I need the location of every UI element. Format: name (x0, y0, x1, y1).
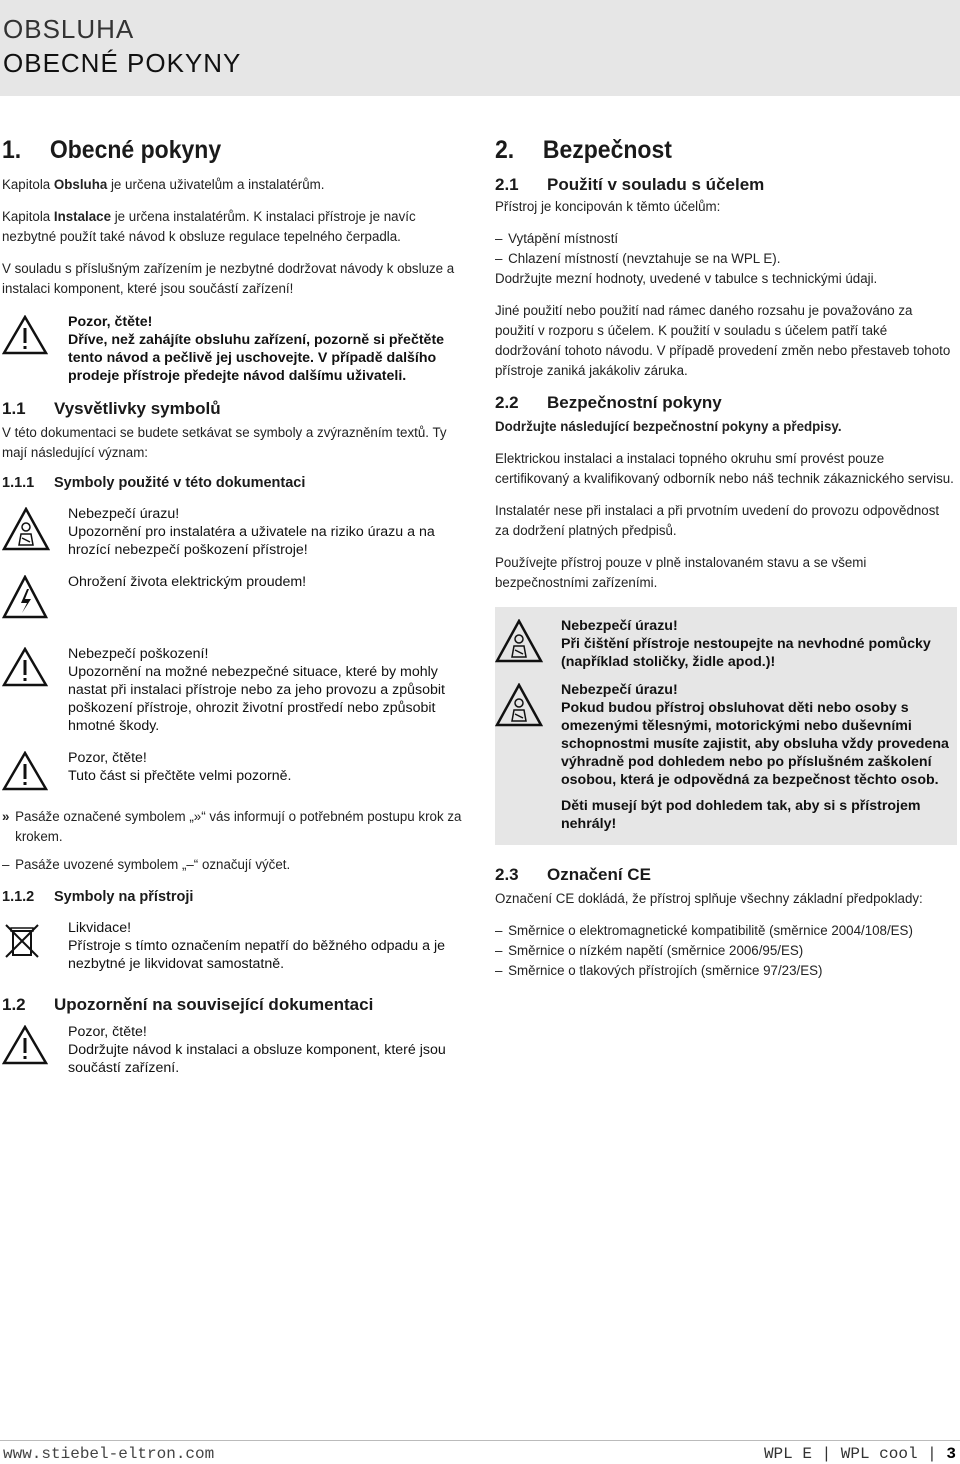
list-item: – Směrnice o nízkém napětí (směrnice 2006/95/ES) (495, 943, 804, 959)
paragraph: Označení CE dokládá, že přístroj splňuje všechny základní předpoklady: (495, 891, 923, 907)
paragraph: Kapitola Obsluha je určena uživatelům a instalatérům. (2, 177, 325, 193)
injury-hazard-icon (495, 617, 561, 671)
warning-block: Pozor, čtěte! Dříve, než zahájíte obsluhu zařízení, pozorně si přečtěte tento návod a pečlivě jej uschovejte. V případě dalšího prodeje přístroje předejte návod dalšímu uživateli. (2, 313, 464, 385)
section-1-1-2-heading: 1.1.2 Symboly na přístroji (2, 889, 194, 905)
warning-triangle-icon (2, 645, 68, 735)
list-item: » Pasáže označené symbolem „»“ vás informují o potřebném postupu krok za krokem. (2, 809, 462, 845)
injury-hazard-icon (2, 505, 68, 559)
injury-hazard-icon (495, 681, 561, 833)
crossed-bin-icon (2, 919, 68, 973)
safety-warning-box (495, 607, 957, 845)
website-link[interactable]: www.stiebel-eltron.com (3, 1445, 215, 1463)
warning-block: Pozor, čtěte! Tuto část si přečtěte velmi pozorně. (2, 749, 464, 791)
footer-product: WPL E | WPL cool | 3 (763, 1445, 956, 1463)
paragraph: Elektrickou instalaci a instalaci topného okruhu smí provést pouze certifikovaný a kvalifikovaný odborník nebo náš technik zákaznického servisu. (495, 451, 954, 487)
page-number: 3 (946, 1445, 956, 1463)
warning-triangle-icon (2, 749, 68, 791)
paragraph: Instalatér nese při instalaci a při prvotním uvedení do provozu odpovědnost za dodržení platných předpisů. (495, 503, 940, 539)
paragraph: Dodržujte mezní hodnoty, uvedené v tabulce s technickými údaji. (495, 271, 878, 287)
warning-block: Nebezpečí úrazu! Při čištění přístroje nestoupejte na nevhodné pomůcky (například stoličky, židle apod.)! (495, 617, 951, 671)
electric-shock-icon (2, 573, 68, 619)
section-1-2-heading: 1.2 Upozornění na související dokumentaci (2, 995, 374, 1014)
warning-block: Nebezpečí poškození! Upozornění na možné nebezpečné situace, které by mohly nastat při instalaci přístroje nebo za jeho provozu a způsobit poškození přístroje, ohrozit životní prostředí nebo způsobit hmotné škody. (2, 645, 464, 735)
paragraph: Dodržujte následující bezpečnostní pokyny a předpisy. (495, 419, 842, 435)
page-header (0, 0, 960, 96)
header-subsection: OBECNÉ POKYNY (3, 48, 242, 78)
warning-block: Nebezpečí úrazu! Upozornění pro instalatéra a uživatele na riziko úrazu a na hrozící nebezpečí poškození přístroje! (2, 505, 464, 559)
list-item: – Pasáže uvozené symbolem „–“ označují výčet. (2, 857, 291, 873)
page-footer (0, 1440, 960, 1464)
paragraph: Kapitola Instalace je určena instalatérům. K instalaci přístroje je navíc nezbytné použít také návod k obsluze regulace tepelného čerpadla. (2, 209, 416, 245)
section-2-3-heading: 2.3 Označení CE (495, 865, 651, 884)
paragraph: Používejte přístroj pouze v plně instalovaném stavu a se všemi bezpečnostními zařízeními. (495, 555, 867, 591)
paragraph: Přístroj je koncipován k těmto účelům: (495, 199, 721, 215)
section-2-heading: 2. Bezpečnost (495, 136, 672, 164)
paragraph: Jiné použití nebo použití nad rámec daného rozsahu je považováno za použití v rozporu s účelem. K použití v souladu s účelem patří také dodržování tohoto návodu. V případě provedení změn nebo přestaveb tohoto přístroje zaniká jakákoliv záruka. (495, 303, 951, 379)
section-1-heading: 1. Obecné pokyny (2, 136, 222, 164)
paragraph: V souladu s příslušným zařízením je nezbytné dodržovat návody k obsluze a instalaci komponent, které jsou součástí zařízení! (2, 261, 455, 297)
section-1-1-1-heading: 1.1.1 Symboly použité v této dokumentaci (2, 475, 306, 491)
section-2-2-heading: 2.2 Bezpečnostní pokyny (495, 393, 722, 412)
warning-triangle-icon (2, 313, 68, 385)
warning-block: Ohrožení života elektrickým proudem! (2, 573, 464, 619)
paragraph: V této dokumentaci se budete setkávat se symboly a zvýrazněním textů. Ty mají následující význam: (2, 425, 447, 461)
header-section: OBSLUHA (3, 14, 135, 44)
list-item: – Vytápění místností (495, 231, 619, 247)
warning-block: Nebezpečí úrazu! Pokud budou přístroj obsluhovat děti nebo osoby s omezenými tělesnými, motorickými nebo duševními schopnostmi musíte zajistit, aby obsluha vždy provedena výhradně pod dohledem nebo po příslušném zaškolení osobou, která je odpovědná za bezpečnost těchto osob. Děti musejí být pod dohledem tak, aby si s přístrojem nehrály! (495, 681, 951, 833)
list-item: – Směrnice o tlakových přístrojích (směrnice 97/23/ES) (495, 963, 823, 979)
list-item: – Chlazení místností (nevztahuje se na WPL E). (495, 251, 781, 267)
right-column (495, 136, 957, 981)
warning-block: Likvidace! Přístroje s tímto označením nepatří do běžného odpadu a je nezbytné je likvidovat samostatně. (2, 919, 464, 973)
list-item: – Směrnice o elektromagnetické kompatibilitě (směrnice 2004/108/ES) (495, 923, 913, 939)
section-2-1-heading: 2.1 Použití v souladu s účelem (495, 175, 765, 194)
section-1-1-heading: 1.1 Vysvětlivky symbolů (2, 399, 221, 418)
warning-block: Pozor, čtěte! Dodržujte návod k instalaci a obsluze komponent, které jsou součástí zařízení. (2, 1023, 464, 1077)
warning-triangle-icon (2, 1023, 68, 1077)
left-column (2, 136, 464, 1091)
